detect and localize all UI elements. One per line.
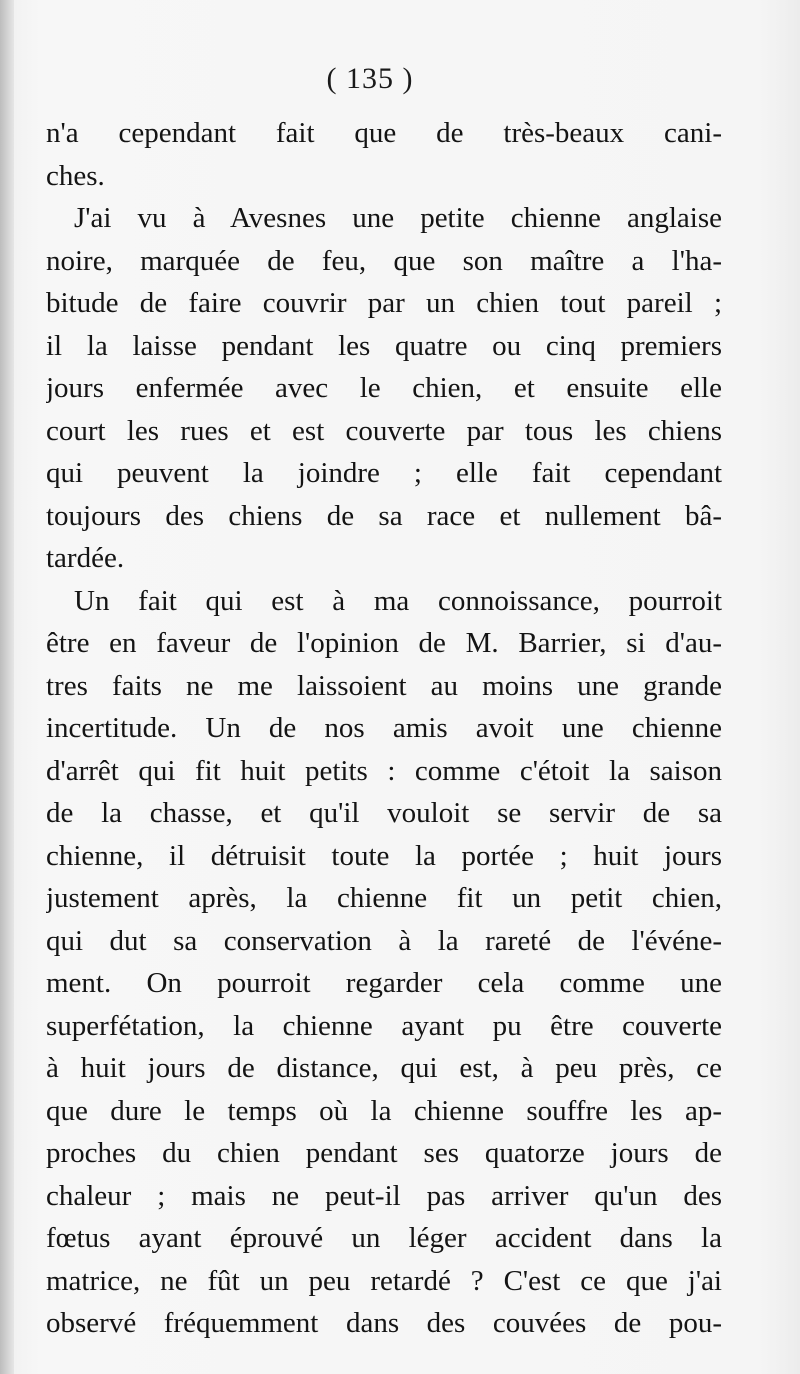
- text-line: tres faits ne me laissoient au moins une grande: [46, 669, 722, 702]
- text-line: incertitude. Un de nos amis avoit une chienne: [46, 712, 722, 744]
- text-line: qui dut sa conservation à la rareté de l'événe-: [46, 924, 722, 957]
- text-line: de la chasse, et qu'il vouloit se servir de sa: [46, 797, 722, 829]
- text-line: superfétation, la chienne ayant pu être couverte: [46, 1009, 722, 1042]
- text-line: toujours des chiens de sa race et nullement bâ-: [46, 499, 722, 532]
- page-number: ( 135 ): [326, 62, 414, 95]
- text-line: bitude de faire couvrir par un chien tout pareil ;: [46, 287, 722, 319]
- text-line: chaleur ; mais ne peut-il pas arriver qu'un des: [46, 1179, 722, 1212]
- text-line: matrice, ne fût un peu retardé ? C'est ce que j'ai: [46, 1264, 722, 1297]
- text-line: tardée.: [46, 542, 125, 574]
- text-line: Un fait qui est à ma connoissance, pourroit: [74, 584, 722, 617]
- text-line: être en faveur de l'opinion de M. Barrier, si d'au-: [46, 627, 722, 659]
- text-line: noire, marquée de feu, que son maître a l'ha-: [46, 244, 722, 277]
- text-line: observé fréquemment dans des couvées de pou-: [46, 1307, 722, 1339]
- text-line: d'arrêt qui fit huit petits : comme c'étoit la saison: [46, 754, 722, 787]
- text-line: jours enfermée avec le chien, et ensuite elle: [46, 372, 722, 404]
- text-line: ment. On pourroit regarder cela comme une: [46, 967, 722, 999]
- text-line: proches du chien pendant ses quatorze jours de: [46, 1137, 722, 1169]
- text-line: que dure le temps où la chienne souffre les ap-: [46, 1094, 722, 1127]
- text-line: qui peuvent la joindre ; elle fait cependant: [46, 457, 722, 489]
- text-line: justement après, la chienne fit un petit chien,: [46, 882, 722, 914]
- text-line: chienne, il détruisit toute la portée ; huit jours: [46, 839, 722, 872]
- text-line: court les rues et est couverte par tous les chiens: [46, 414, 722, 447]
- body-text: [46, 112, 722, 1345]
- text-line: il la laisse pendant les quatre ou cinq premiers: [46, 329, 722, 362]
- text-line: fœtus ayant éprouvé un léger accident dans la: [46, 1222, 722, 1254]
- page-gutter-shadow: [0, 0, 14, 1374]
- text-line: n'a cependant fait que de très-beaux cani-: [46, 117, 722, 149]
- text-line: J'ai vu à Avesnes une petite chienne anglaise: [74, 202, 722, 234]
- text-line: ches.: [46, 159, 105, 192]
- text-line: à huit jours de distance, qui est, à peu près, ce: [46, 1052, 722, 1084]
